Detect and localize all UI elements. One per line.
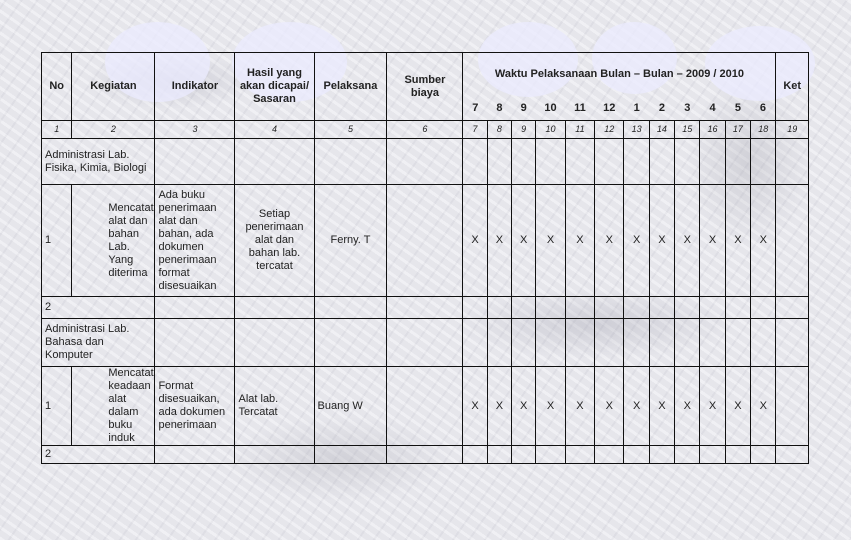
column-number: 10 <box>536 121 565 139</box>
month-header: 10 <box>544 101 557 114</box>
section-title: Administrasi Lab. Bahasa dan Komputer <box>42 319 155 367</box>
month-mark: X <box>624 367 649 446</box>
work-plan-table <box>41 52 809 464</box>
month-mark: X <box>536 185 565 297</box>
column-number-row <box>42 121 809 139</box>
month-header: 7 <box>472 101 479 114</box>
column-number: 19 <box>776 121 809 139</box>
indikator-cell: Ada buku penerimaan alat dan bahan, ada dokumen penerimaan format disesuaikan <box>155 185 235 297</box>
month-mark: X <box>463 185 487 297</box>
table-row <box>42 297 809 319</box>
month-header: 8 <box>496 101 503 114</box>
month-header: 5 <box>734 101 741 114</box>
month-header: 1 <box>633 101 640 114</box>
row-number: 2 <box>42 297 155 319</box>
month-mark: X <box>725 185 750 297</box>
column-number: 12 <box>595 121 624 139</box>
month-mark: X <box>487 185 511 297</box>
ket-cell <box>776 367 809 446</box>
month-mark: X <box>565 185 594 297</box>
header-hasil: Hasil yang akan dicapai/ Sasaran <box>235 53 314 121</box>
column-number: 14 <box>649 121 674 139</box>
month-mark: X <box>751 367 776 446</box>
month-mark: X <box>675 367 700 446</box>
header-no: No <box>42 53 72 121</box>
month-header: 12 <box>603 101 616 114</box>
month-mark: X <box>595 185 624 297</box>
month-mark: X <box>649 367 674 446</box>
column-number: 15 <box>675 121 700 139</box>
table-row <box>42 446 809 464</box>
sumber-biaya-cell <box>387 367 463 446</box>
column-number: 13 <box>624 121 649 139</box>
section-row <box>42 319 809 367</box>
month-mark: X <box>649 185 674 297</box>
month-mark: X <box>512 185 536 297</box>
month-mark: X <box>624 185 649 297</box>
month-mark: X <box>536 367 565 446</box>
column-number: 2 <box>72 121 155 139</box>
column-number: 9 <box>512 121 536 139</box>
column-number: 1 <box>42 121 72 139</box>
header-kegiatan: Kegiatan <box>72 53 155 121</box>
kegiatan-cell: Mencatat keadaan alat dalam buku induk <box>72 367 155 446</box>
header-indikator: Indikator <box>155 53 235 121</box>
ket-cell <box>776 185 809 297</box>
sumber-biaya-cell <box>387 185 463 297</box>
column-number: 5 <box>314 121 387 139</box>
column-number: 6 <box>387 121 463 139</box>
month-header: 9 <box>520 101 527 114</box>
month-mark: X <box>751 185 776 297</box>
pelaksana-cell: Ferny. T <box>314 185 387 297</box>
month-mark: X <box>675 185 700 297</box>
month-mark: X <box>595 367 624 446</box>
header-waktu-pelaksanaan: Waktu Pelaksanaan Bulan – Bulan – 2009 / 2010 <box>463 53 776 97</box>
month-mark: X <box>565 367 594 446</box>
pelaksana-cell: Buang W <box>314 367 387 446</box>
column-number: 7 <box>463 121 487 139</box>
month-header: 3 <box>684 101 691 114</box>
hasil-cell: Setiap penerimaan alat dan bahan lab. tercatat <box>235 185 314 297</box>
kegiatan-cell: Mencatat alat dan bahan Lab. Yang diterima <box>72 185 155 297</box>
header-pelaksana: Pelaksana <box>314 53 387 121</box>
row-number: 2 <box>42 446 155 464</box>
column-number: 18 <box>751 121 776 139</box>
month-header: 4 <box>709 101 716 114</box>
month-header: 6 <box>759 101 767 114</box>
column-number: 17 <box>725 121 750 139</box>
month-header: 2 <box>658 101 665 114</box>
header-sumber-biaya: Sumber biaya <box>387 53 463 121</box>
section-title: Administrasi Lab. Fisika, Kimia, Biologi <box>42 139 155 185</box>
month-mark: X <box>463 367 487 446</box>
table-row <box>42 185 809 297</box>
row-number: 1 <box>42 367 72 446</box>
table-row <box>42 367 809 446</box>
row-number: 1 <box>42 185 72 297</box>
column-number: 3 <box>155 121 235 139</box>
indikator-cell: Format disesuaikan, ada dokumen penerimaan <box>155 367 235 446</box>
month-mark: X <box>700 367 725 446</box>
column-number: 11 <box>565 121 594 139</box>
column-number: 4 <box>235 121 314 139</box>
month-mark: X <box>487 367 511 446</box>
month-mark: X <box>512 367 536 446</box>
month-mark: X <box>725 367 750 446</box>
month-header: 11 <box>574 101 586 114</box>
column-number: 16 <box>700 121 725 139</box>
header-ket: Ket <box>776 53 809 121</box>
section-row <box>42 139 809 185</box>
column-number: 8 <box>487 121 511 139</box>
month-mark: X <box>700 185 725 297</box>
hasil-cell: Alat lab. Tercatat <box>235 367 314 446</box>
